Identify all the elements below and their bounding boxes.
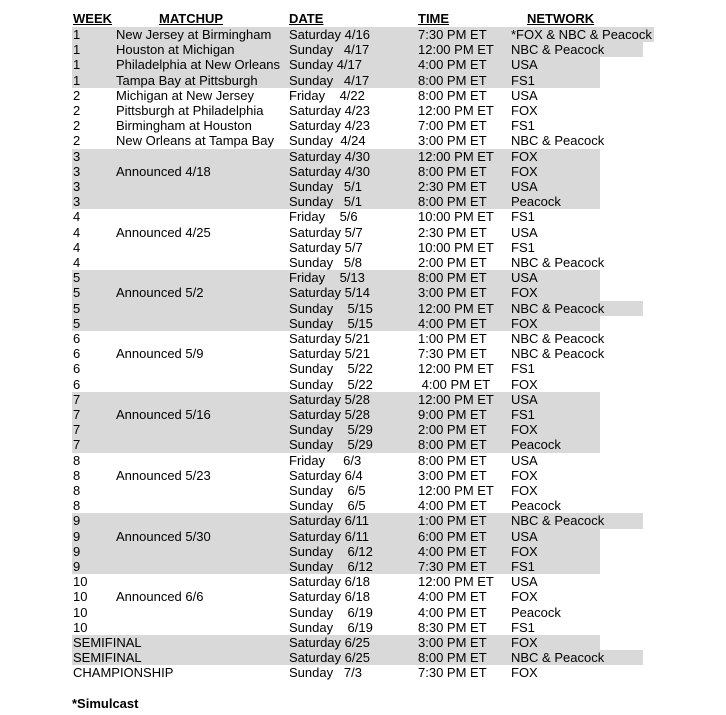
time-cell: 2:30 PM ET: [418, 179, 487, 194]
network-cell: USA: [511, 391, 538, 407]
time-cell: 3:00 PM ET: [418, 635, 487, 650]
date-cell: Saturday 5/7: [289, 239, 363, 255]
date-cell: Saturday 6/11: [289, 528, 369, 544]
network-cell: USA: [511, 528, 538, 544]
week-cell: 6: [73, 376, 81, 392]
matchup-cell: Announced 5/2: [116, 285, 204, 301]
date-cell: Sunday 6/12: [289, 559, 373, 574]
time-cell: 4:00 PM ET: [418, 498, 487, 514]
week-cell: 8: [73, 467, 81, 483]
week-cell: 8: [73, 483, 81, 498]
time-cell: 4:00 PM ET: [418, 604, 487, 620]
network-cell: USA: [511, 57, 538, 73]
time-cell: 12:00 PM ET: [418, 391, 494, 407]
table-row: [0, 620, 726, 635]
time-cell: 3:00 PM ET: [418, 133, 487, 149]
table-row: [0, 665, 726, 680]
network-cell: *FOX & NBC & Peacock: [511, 27, 652, 42]
table-row: [0, 437, 726, 452]
time-cell: 7:30 PM ET: [418, 559, 487, 574]
date-cell: Saturday 5/28: [289, 391, 370, 407]
week-cell: 10: [73, 619, 88, 635]
network-cell: Peacock: [511, 604, 561, 620]
network-cell: FOX: [511, 163, 538, 179]
table-row: [0, 468, 726, 483]
week-cell: 4: [73, 209, 81, 225]
network-cell: FOX: [511, 148, 538, 164]
time-cell: 4:00 PM ET: [418, 543, 487, 559]
week-cell: SEMIFINAL: [73, 635, 142, 650]
table-row: [0, 301, 726, 316]
time-cell: 1:00 PM ET: [418, 331, 487, 346]
table-row: [0, 346, 726, 361]
week-cell: 3: [73, 179, 81, 194]
time-cell: 8:00 PM ET: [418, 163, 487, 179]
time-cell: 6:00 PM ET: [418, 528, 487, 544]
week-cell: 4: [73, 255, 81, 270]
table-row: [0, 544, 726, 559]
date-cell: Sunday 4/17: [289, 72, 370, 88]
network-cell: USA: [511, 224, 538, 240]
network-cell: USA: [511, 179, 538, 194]
time-cell: 8:00 PM ET: [418, 650, 487, 666]
date-cell: Saturday 5/14: [289, 285, 370, 301]
week-cell: 1: [73, 27, 81, 42]
network-cell: FS1: [511, 72, 535, 88]
date-cell: Saturday 5/21: [289, 346, 370, 362]
week-cell: 8: [73, 498, 81, 514]
date-cell: Saturday 4/23: [289, 118, 370, 134]
network-cell: NBC & Peacock: [511, 331, 605, 346]
network-cell: NBC & Peacock: [511, 133, 605, 149]
date-cell: Friday 6/3: [289, 452, 362, 468]
week-cell: 6: [73, 361, 81, 377]
header-network: NETWORK: [527, 11, 595, 26]
date-cell: Sunday 6/12: [289, 543, 373, 559]
matchup-cell: Tampa Bay at Pittsburgh: [116, 72, 258, 88]
week-cell: 5: [73, 285, 81, 301]
time-cell: 8:00 PM ET: [418, 437, 487, 453]
date-cell: Saturday 4/30: [289, 148, 370, 164]
week-cell: 2: [73, 103, 81, 118]
table-row: [0, 73, 726, 88]
week-cell: 4: [73, 239, 81, 255]
week-cell: 8: [73, 452, 81, 468]
table-row: [0, 194, 726, 209]
date-cell: Sunday 6/5: [289, 483, 366, 498]
network-cell: NBC & Peacock: [511, 346, 605, 362]
table-row: [0, 133, 726, 148]
date-cell: Sunday 4/17: [289, 42, 370, 58]
matchup-cell: Houston at Michigan: [116, 42, 235, 58]
table-row: [0, 605, 726, 620]
date-cell: Saturday 4/16: [289, 27, 370, 42]
table-row: [0, 513, 726, 528]
network-cell: FS1: [511, 118, 535, 134]
table-row: [0, 179, 726, 194]
time-cell: 9:00 PM ET: [418, 407, 487, 422]
date-cell: Sunday 5/29: [289, 437, 373, 453]
time-cell: 12:00 PM ET: [418, 361, 494, 377]
table-row: [0, 285, 726, 300]
matchup-cell: Announced 5/16: [116, 407, 211, 422]
matchup-cell: Announced 5/30: [116, 528, 211, 544]
table-header: [0, 11, 726, 26]
time-cell: 8:00 PM ET: [418, 452, 487, 468]
date-cell: Saturday 6/18: [289, 574, 370, 590]
network-cell: FOX: [511, 635, 538, 650]
week-cell: 7: [73, 391, 81, 407]
network-cell: FOX: [511, 589, 538, 605]
table-row: [0, 225, 726, 240]
date-cell: Sunday 5/8: [289, 255, 362, 270]
week-cell: 5: [73, 300, 81, 316]
week-cell: SEMIFINAL: [73, 650, 142, 666]
matchup-cell: New Jersey at Birmingham: [116, 27, 272, 42]
table-row: [0, 483, 726, 498]
week-cell: 9: [73, 559, 81, 574]
table-row: [0, 164, 726, 179]
date-cell: Sunday 7/3: [289, 665, 362, 681]
date-cell: Friday 5/13: [289, 270, 365, 286]
time-cell: 2:00 PM ET: [418, 422, 487, 438]
network-cell: Peacock: [511, 194, 561, 210]
network-cell: FS1: [511, 239, 535, 255]
week-cell: 7: [73, 422, 81, 438]
date-cell: Sunday 5/22: [289, 376, 373, 392]
header-matchup: MATCHUP: [159, 11, 224, 26]
date-cell: Saturday 5/28: [289, 407, 370, 422]
network-cell: FS1: [511, 619, 535, 635]
date-cell: Sunday 5/1: [289, 194, 362, 210]
network-cell: FOX: [511, 103, 538, 118]
time-cell: 12:00 PM ET: [418, 148, 494, 164]
table-row: [0, 118, 726, 133]
time-cell: 7:00 PM ET: [418, 118, 487, 134]
matchup-cell: New Orleans at Tampa Bay: [116, 133, 274, 149]
week-cell: 7: [73, 407, 81, 422]
time-cell: 1:00 PM ET: [418, 513, 487, 529]
week-cell: 2: [73, 87, 81, 103]
network-cell: FOX: [511, 467, 538, 483]
matchup-cell: Announced 6/6: [116, 589, 204, 605]
network-cell: NBC & Peacock: [511, 42, 605, 58]
time-cell: 10:00 PM ET: [418, 239, 494, 255]
table-row: [0, 559, 726, 574]
date-cell: Sunday 4/17: [289, 57, 363, 73]
table-row: [0, 209, 726, 224]
week-cell: 10: [73, 604, 88, 620]
table-row: [0, 498, 726, 513]
table-row: [0, 149, 726, 164]
date-cell: Sunday 5/29: [289, 422, 373, 438]
week-cell: 7: [73, 437, 81, 453]
network-cell: FOX: [511, 376, 538, 392]
time-cell: 7:30 PM ET: [418, 665, 487, 681]
time-cell: 4:00 PM ET: [418, 589, 487, 605]
time-cell: 12:00 PM ET: [418, 103, 494, 118]
date-cell: Saturday 5/7: [289, 224, 363, 240]
matchup-cell: Announced 4/25: [116, 224, 211, 240]
table-row: [0, 361, 726, 376]
network-cell: FS1: [511, 559, 535, 574]
date-cell: Saturday 6/25: [289, 635, 370, 650]
week-cell: 9: [73, 513, 81, 529]
week-cell: 3: [73, 194, 81, 210]
date-cell: Friday 5/6: [289, 209, 358, 225]
date-cell: Saturday 4/23: [289, 103, 370, 118]
network-cell: FS1: [511, 361, 535, 377]
time-cell: 7:30 PM ET: [418, 27, 487, 42]
table-row: [0, 407, 726, 422]
table-row: [0, 453, 726, 468]
network-cell: FS1: [511, 407, 535, 422]
table-row: [0, 88, 726, 103]
time-cell: 12:00 PM ET: [418, 483, 494, 498]
table-row: [0, 574, 726, 589]
table-row: [0, 27, 726, 42]
time-cell: 8:00 PM ET: [418, 72, 487, 88]
network-cell: FOX: [511, 315, 538, 331]
matchup-cell: Michigan at New Jersey: [116, 87, 254, 103]
time-cell: 12:00 PM ET: [418, 42, 494, 58]
date-cell: Sunday 6/5: [289, 498, 366, 514]
network-cell: Peacock: [511, 498, 561, 514]
table-row: [0, 103, 726, 118]
time-cell: 8:00 PM ET: [418, 270, 487, 286]
network-cell: FOX: [511, 285, 538, 301]
network-cell: FS1: [511, 209, 535, 225]
network-cell: NBC & Peacock: [511, 255, 605, 270]
network-cell: USA: [511, 452, 538, 468]
header-week: WEEK: [73, 11, 112, 26]
table-row: [0, 270, 726, 285]
network-cell: FOX: [511, 483, 538, 498]
network-cell: FOX: [511, 543, 538, 559]
date-cell: Sunday 4/24: [289, 133, 366, 149]
week-cell: 3: [73, 163, 81, 179]
time-cell: 4:00 PM ET: [418, 315, 487, 331]
date-cell: Saturday 6/4: [289, 467, 363, 483]
matchup-cell: Announced 5/9: [116, 346, 204, 362]
date-cell: Sunday 5/22: [289, 361, 373, 377]
date-cell: Saturday 6/25: [289, 650, 370, 666]
network-cell: USA: [511, 574, 538, 590]
date-cell: Sunday 5/1: [289, 179, 362, 194]
matchup-cell: Announced 4/18: [116, 163, 211, 179]
table-row: [0, 316, 726, 331]
time-cell: 12:00 PM ET: [418, 300, 494, 316]
date-cell: Saturday 6/18: [289, 589, 370, 605]
date-cell: Sunday 5/15: [289, 300, 373, 316]
table-row: [0, 331, 726, 346]
network-cell: NBC & Peacock: [511, 650, 605, 666]
time-cell: 3:00 PM ET: [418, 467, 487, 483]
time-cell: 8:00 PM ET: [418, 87, 487, 103]
matchup-cell: Announced 5/23: [116, 467, 211, 483]
week-cell: 2: [73, 133, 81, 149]
week-cell: 1: [73, 72, 81, 88]
week-cell: 3: [73, 148, 81, 164]
matchup-cell: Birmingham at Houston: [116, 118, 252, 134]
week-cell: 5: [73, 270, 81, 286]
time-cell: 10:00 PM ET: [418, 209, 494, 225]
week-cell: CHAMPIONSHIP: [73, 665, 174, 681]
network-cell: USA: [511, 87, 538, 103]
table-row: [0, 377, 726, 392]
network-cell: FOX: [511, 665, 538, 681]
week-cell: 5: [73, 315, 81, 331]
week-cell: 6: [73, 331, 81, 346]
matchup-cell: Philadelphia at New Orleans: [116, 57, 281, 73]
week-cell: 1: [73, 42, 81, 58]
table-row: [0, 240, 726, 255]
table-row: [0, 42, 726, 57]
table-row: [0, 255, 726, 270]
week-cell: 6: [73, 346, 81, 362]
table-row: [0, 650, 726, 665]
time-cell: 2:00 PM ET: [418, 255, 487, 270]
week-cell: 1: [73, 57, 81, 73]
date-cell: Sunday 6/19: [289, 604, 373, 620]
time-cell: 4:00 PM ET: [418, 376, 491, 392]
date-cell: Sunday 6/19: [289, 619, 373, 635]
time-cell: 4:00 PM ET: [418, 57, 487, 73]
date-cell: Sunday 5/15: [289, 315, 373, 331]
network-cell: NBC & Peacock: [511, 513, 605, 529]
week-cell: 2: [73, 118, 81, 134]
week-cell: 10: [73, 589, 88, 605]
header-date: DATE: [289, 11, 324, 26]
table-row: [0, 392, 726, 407]
time-cell: 12:00 PM ET: [418, 574, 494, 590]
week-cell: 4: [73, 224, 81, 240]
date-cell: Saturday 5/21: [289, 331, 370, 346]
time-cell: 2:30 PM ET: [418, 224, 487, 240]
table-row: [0, 529, 726, 544]
week-cell: 9: [73, 528, 81, 544]
time-cell: 3:00 PM ET: [418, 285, 487, 301]
table-row: [0, 422, 726, 437]
header-time: TIME: [418, 11, 450, 26]
table-row: [0, 589, 726, 604]
time-cell: 8:00 PM ET: [418, 194, 487, 210]
time-cell: 8:30 PM ET: [418, 619, 487, 635]
date-cell: Saturday 4/30: [289, 163, 370, 179]
table-row: [0, 57, 726, 72]
week-cell: 10: [73, 574, 88, 590]
network-cell: USA: [511, 270, 538, 286]
table-row: [0, 635, 726, 650]
date-cell: Friday 4/22: [289, 87, 365, 103]
network-cell: Peacock: [511, 437, 561, 453]
time-cell: 7:30 PM ET: [418, 346, 487, 362]
week-cell: 9: [73, 543, 81, 559]
matchup-cell: Pittsburgh at Philadelphia: [116, 103, 264, 118]
network-cell: FOX: [511, 422, 538, 438]
date-cell: Saturday 6/11: [289, 513, 369, 529]
network-cell: NBC & Peacock: [511, 300, 605, 316]
footnote: *Simulcast: [72, 696, 139, 711]
